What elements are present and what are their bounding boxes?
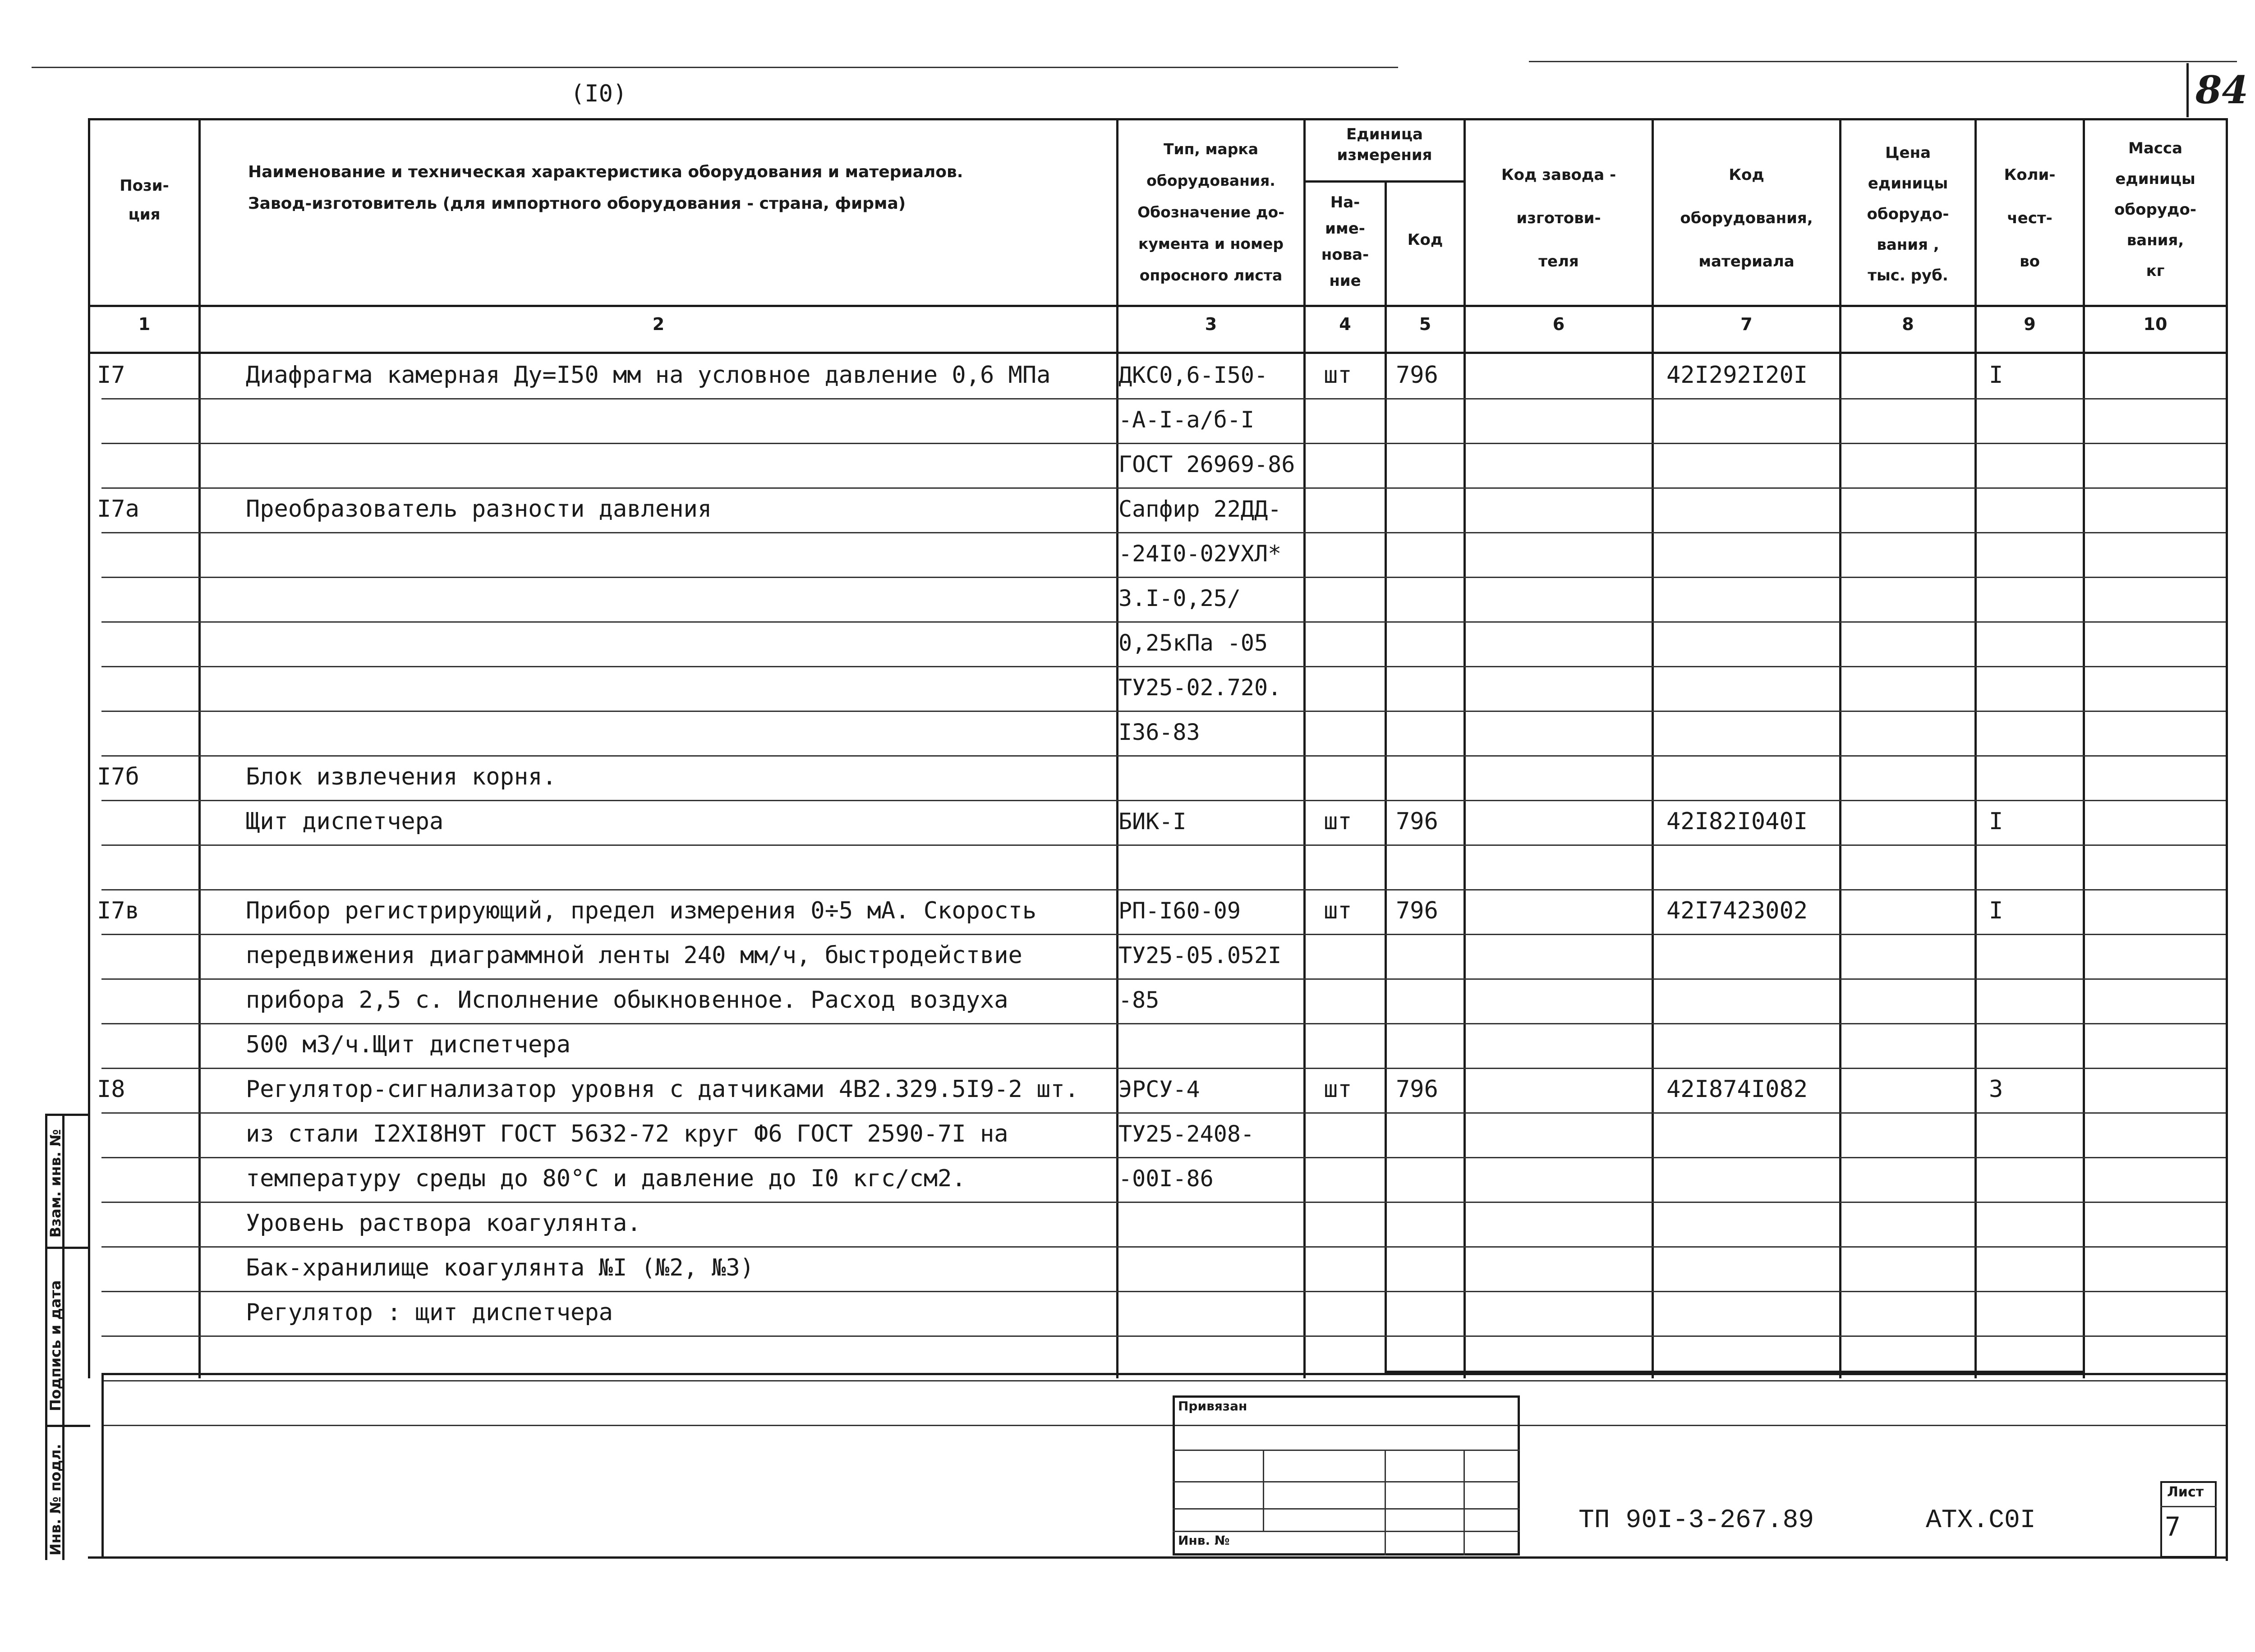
cell-name: Блок извлечения корня. (246, 763, 557, 790)
cell-type: -А-I-а/б-I (1118, 407, 1255, 433)
cell-pos: I8 (97, 1076, 125, 1103)
row-separator (101, 666, 2226, 667)
unit-group-divider (1303, 180, 1466, 183)
cell-type: 0,25кПа -05 (1118, 630, 1268, 656)
col-number-1: 1 (138, 314, 151, 334)
cell-pos: I7в (97, 897, 139, 924)
row-separator (101, 1291, 2226, 1292)
cell-type: 3.I-0,25/ (1118, 585, 1241, 611)
cell-type: -85 (1118, 987, 1160, 1013)
cell-qty: I (1989, 362, 2003, 389)
cell-name: Уровень раствора коагулянта. (246, 1210, 641, 1237)
title-block-bottom (88, 1556, 2228, 1559)
bound-label: Привязан (1178, 1399, 1247, 1413)
cell-equip-code: 42I874I082 (1666, 1076, 1808, 1103)
row-separator (101, 487, 2226, 489)
header-position: Пози- ция (120, 177, 169, 224)
cell-equip-code: 42I292I20I (1666, 362, 1808, 389)
row-separator (101, 1246, 2226, 1248)
col-sep-6 (1652, 118, 1654, 1378)
row-separator (101, 577, 2226, 578)
sheet-corner-number: 84 (2195, 68, 2248, 112)
stamp-sign-date: Подпись и дата (47, 1280, 64, 1411)
table-right-border (2226, 118, 2228, 1561)
row-separator (101, 532, 2226, 533)
cell-name: Диафрагма камерная Ду=I50 мм на условное давление 0,6 МПа (246, 362, 1051, 389)
sheet-box-divider (2160, 1506, 2217, 1507)
cell-unit: шт (1324, 808, 1352, 835)
sheet-code: АТХ.С0I (1926, 1506, 2036, 1535)
col-number-2: 2 (652, 314, 665, 334)
cell-name: Регулятор-сигнализатор уровня с датчиками 4В2.329.5I9-2 шт. (246, 1076, 1079, 1103)
stamp-sep-2 (45, 1247, 90, 1249)
cell-type: ТУ25-2408- (1118, 1121, 1255, 1147)
header-unit-code: Код (1407, 231, 1443, 249)
stamp-replace-inv: Взам. инв. № (47, 1129, 64, 1238)
cell-code: 796 (1396, 362, 1438, 389)
row-separator (101, 1023, 2226, 1024)
col-sep-9 (2083, 118, 2085, 1378)
stamp-sep-1 (45, 1114, 90, 1116)
header-name: Наименование и техническая характеристика оборудования и материалов. Завод-изготовитель (для импортного оборудования - страна, фирма) (248, 163, 963, 213)
cell-unit: шт (1324, 362, 1352, 389)
title-block-top (101, 1373, 2228, 1375)
row-separator (101, 1425, 2226, 1426)
col-number-4: 4 (1339, 314, 1351, 334)
row-separator (101, 1380, 2226, 1381)
header-equipment-code: Код оборудования, материала (1680, 166, 1813, 271)
sheet-number: 7 (2165, 1511, 2181, 1542)
cell-name: из стали I2XI8Н9Т ГОСТ 5632-72 круг Ф6 ГОСТ 2590-7I на (246, 1120, 1008, 1147)
header-type: Тип, марка оборудования. Обозначение до- кумента и номер опросного листа (1137, 140, 1284, 284)
table-top-border (88, 118, 2228, 120)
cell-type: -24I0-02УХЛ* (1118, 541, 1282, 567)
sheet-label: Лист (2167, 1484, 2204, 1500)
cell-name: передвижения диаграммной ленты 240 мм/ч, быстродействие (246, 942, 1022, 969)
cell-code: 796 (1396, 1076, 1438, 1103)
cell-name: температуру среды до 80°С и давление до I0 кгс/см2. (246, 1165, 966, 1192)
cell-type: РП-I60-09 (1118, 898, 1241, 924)
cell-type: I36-83 (1118, 719, 1200, 745)
row-separator (101, 1112, 2226, 1114)
cell-type: Сапфир 22ДД- (1118, 496, 1282, 522)
cell-pos: I7 (97, 362, 125, 389)
col-number-3: 3 (1205, 314, 1217, 334)
col-number-7: 7 (1740, 314, 1753, 334)
row-separator (101, 755, 2226, 757)
col-number-6: 6 (1552, 314, 1565, 334)
col-sep-1 (198, 118, 201, 1378)
header-factory-code: Код завода - изготови- теля (1501, 166, 1616, 271)
cell-unit: шт (1324, 897, 1352, 924)
cell-unit: шт (1324, 1076, 1352, 1103)
cell-type: -00I-86 (1118, 1166, 1214, 1192)
col-number-5: 5 (1419, 314, 1431, 334)
cell-type: ТУ25-02.720. (1118, 675, 1282, 701)
cell-type: ЭРСУ-4 (1118, 1076, 1200, 1102)
bound-grid-v1 (1263, 1450, 1264, 1531)
col-number-9: 9 (2024, 314, 2036, 334)
bound-grid-4 (1173, 1531, 1520, 1532)
table-left-border (88, 118, 90, 1378)
numbers-bottom-border (88, 352, 2228, 354)
row-separator (101, 844, 2226, 846)
cell-name: Прибор регистрирующий, предел измерения 0÷5 мА. Скорость (246, 897, 1037, 924)
header-mass: Масса единицы оборудо- вания, кг (2114, 139, 2196, 280)
doc-code: ТП 90I-3-267.89 (1578, 1506, 1814, 1535)
stamp-inv-orig: Инв. № подл. (47, 1444, 64, 1556)
row-separator (101, 1202, 2226, 1203)
row-separator (101, 398, 2226, 399)
row-separator (101, 443, 2226, 444)
header-price: Цена единицы оборудо- вания , тыс. руб. (1867, 144, 1949, 285)
row-separator (101, 934, 2226, 935)
cell-name: прибора 2,5 с. Исполнение обыкновенное. Расход воздуха (246, 987, 1008, 1014)
col-sep-7 (1839, 118, 1841, 1378)
row-separator (101, 1068, 2226, 1069)
cell-code: 796 (1396, 808, 1438, 835)
header-bottom-border (88, 305, 2228, 307)
header-unit-group: Единица измерения (1337, 125, 1432, 164)
cell-name: Бак-хранилище коагулянта №I (№2, №3) (246, 1254, 755, 1281)
bound-grid-2 (1173, 1481, 1520, 1482)
cell-equip-code: 42I7423002 (1666, 897, 1808, 924)
stamp-sep-3 (45, 1425, 90, 1427)
bound-grid-1 (1173, 1450, 1520, 1451)
cell-pos: I7б (97, 763, 139, 790)
row-separator (101, 1335, 2226, 1337)
cell-type: БИК-I (1118, 808, 1187, 835)
col-sep-4 (1385, 180, 1387, 1375)
cell-name: Щит диспетчера (246, 808, 444, 835)
row-separator (101, 711, 2226, 712)
row-separator (101, 978, 2226, 980)
title-block-left (101, 1373, 104, 1558)
cell-code: 796 (1396, 897, 1438, 924)
page-marker: (I0) (571, 80, 627, 107)
cell-name: Преобразователь разности давления (246, 496, 712, 523)
bound-grid-v2 (1385, 1450, 1386, 1556)
col-number-10: 10 (2143, 314, 2168, 334)
row-separator (101, 1157, 2226, 1158)
bound-grid-v3 (1463, 1450, 1465, 1556)
row-separator (101, 800, 2226, 801)
cell-type: ДКС0,6-I50- (1118, 362, 1268, 388)
cell-qty: I (1989, 897, 2003, 924)
bound-grid-3 (1173, 1508, 1520, 1510)
row-separator (101, 889, 2226, 890)
col-sep-3 (1303, 118, 1306, 1378)
col-sep-5 (1463, 118, 1466, 1378)
inv-label: Инв. № (1178, 1533, 1230, 1548)
cell-qty: I (1989, 808, 2003, 835)
header-unit-name: На- име- нова- ние (1321, 193, 1369, 290)
col-sep-8 (1974, 118, 1977, 1378)
cell-type: ГОСТ 26969-86 (1118, 451, 1295, 477)
cell-qty: 3 (1989, 1076, 2003, 1103)
row-separator (101, 621, 2226, 623)
cell-name: Регулятор : щит диспетчера (246, 1299, 613, 1326)
cell-name: 500 м3/ч.Щит диспетчера (246, 1031, 571, 1058)
cell-pos: I7а (97, 496, 139, 523)
col-number-8: 8 (1902, 314, 1914, 334)
cell-equip-code: 42I82I040I (1666, 808, 1808, 835)
header-quantity: Коли- чест- во (2004, 166, 2056, 271)
cell-type: ТУ25-05.052I (1118, 942, 1282, 968)
